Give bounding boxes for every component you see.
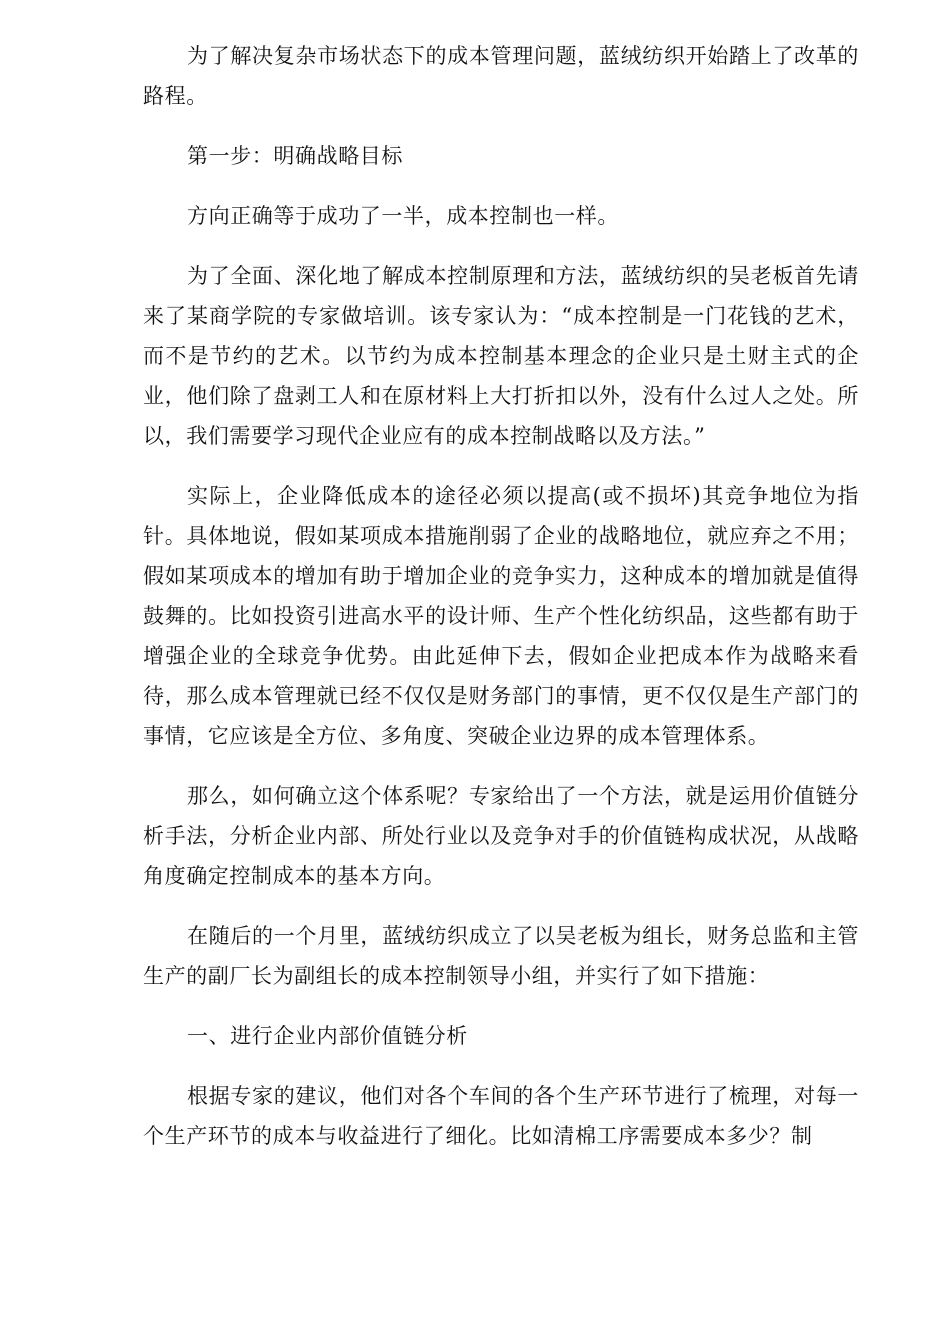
document-page — [143, 36, 859, 1176]
paragraph-leadership-group: 在随后的一个月里，蓝绒纺织成立了以吴老板为组长，财务总监和主管生产的副厂长为副组长的成本控制领导小组，并实行了如下措施： — [143, 924, 859, 988]
paragraph-value-chain-method: 那么，如何确立这个体系呢？专家给出了一个方法，就是运用价值链分析手法，分析企业内部、所处行业以及竞争对手的价值链构成状况，从战略角度确定控制成本的基本方向。 — [143, 784, 859, 888]
heading-internal-value-chain: 一、进行企业内部价值链分析 — [187, 1024, 468, 1048]
paragraph-intro: 为了解决复杂市场状态下的成本管理问题，蓝绒纺织开始踏上了改革的路程。 — [143, 44, 859, 108]
paragraph-direction: 方向正确等于成功了一半，成本控制也一样。 — [187, 204, 619, 228]
paragraph-production-analysis: 根据专家的建议，他们对各个车间的各个生产环节进行了梳理，对每一个生产环节的成本与收益进行了细化。比如清棉工序需要成本多少？制 — [143, 1084, 859, 1148]
heading-step-one: 第一步：明确战略目标 — [187, 144, 403, 168]
paragraph-expert-training: 为了全面、深化地了解成本控制原理和方法，蓝绒纺织的吴老板首先请来了某商学院的专家做培训。该专家认为：“成本控制是一门花钱的艺术，而不是节约的艺术。以节约为成本控制基本理念的企业只是土财主式的企业，他们除了盘剥工人和在原材料上大打折扣以外，没有什么过人之处。所以，我们需要学习现代企业应有的成本控制战略以及方法。” — [143, 264, 859, 448]
paragraph-competitive-position: 实际上，企业降低成本的途径必须以提高(或不损坏)其竞争地位为指针。具体地说，假如某项成本措施削弱了企业的战略地位，就应弃之不用；假如某项成本的增加有助于增加企业的竞争实力，这种成本的增加就是值得鼓舞的。比如投资引进高水平的设计师、生产个性化纺织品，这些都有助于增强企业的全球竞争优势。由此延伸下去，假如企业把成本作为战略来看待，那么成本管理就已经不仅仅是财务部门的事情，更不仅仅是生产部门的事情，它应该是全方位、多角度、突破企业边界的成本管理体系。 — [143, 484, 859, 748]
